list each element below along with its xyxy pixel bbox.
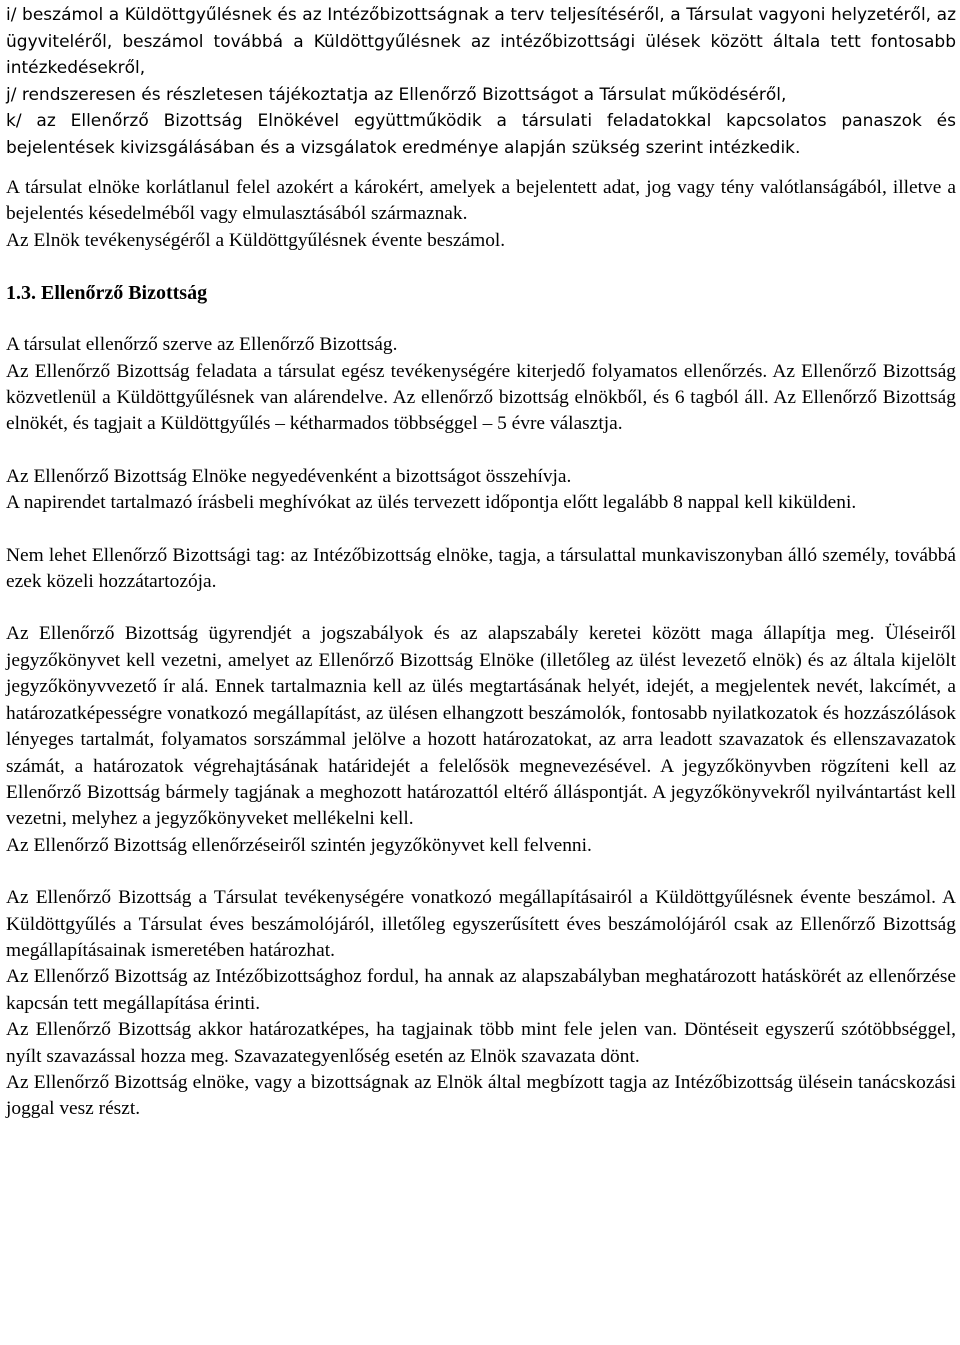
- paragraph-minutes: Az Ellenőrző Bizottság ügyrendjét a jogszabályok és az alapszabály keretei között maga állapítja meg. Üléseiről jegyzőkönyvet kell vezetni, amelyet az Ellenőrző Bizottság Elnöke (illetőleg az ülést levezető elnök) és az általa kijelölt jegyzőkönyvvezető ír alá. Ennek tartalmaznia kell az ülés megtartásának helyét, idejét, a megjelentek nevét, lakcímét, a határozatképességre vonatkozó megállapítást, az ülésen elhangzott beszámolók, fontosabb nyilatkozatok és hozzászólások lényeges tartalmát, folyamatos sorszámmal jelölve a hozott határozatokat, az arra leadott szavazatok és ellenszavazatok számát, a határozatok végrehajtásának határidejét a felelősök megnevezésével. A jegyzőkönyvben rögzíteni kell az Ellenőrző Bizottság bármely tagjának a meghozott határozattól eltérő álláspontját. A jegyzőkönyvekről nyilvántartást kell vezetni, melyhez a jegyzőkönyveket mellékelni kell.: [6, 623, 956, 830]
- spacer: [6, 306, 956, 332]
- report-line: Az Elnök tevékenységéről a Küldöttgyűlésnek évente beszámol.: [6, 229, 506, 251]
- document-page: [6, 2, 956, 1123]
- spacer: [6, 161, 956, 175]
- paragraph-duties: Az Ellenőrző Bizottság feladata a társulat egész tevékenységére kiterjedő folyamatos ellenőrzés. Az Ellenőrző Bizottság közvetlenül a Küldöttgyűlésnek van alárendelve. Az ellenőrző bizottság elnökből, és 6 tagból áll. Az Ellenőrző Bizottság elnökét, és tagjait a Küldöttgyűlés – kétharmados többséggel – 5 évre választja.: [6, 360, 956, 435]
- liability-paragraph: A társulat elnöke korlátlanul felel azokért a károkért, amelyek a bejelentett adat, jog vagy tény valótlanságából, illetve a bejelentés késedelméből vagy elmulasztásából származnak.: [6, 177, 956, 225]
- paragraph-quorum: Az Ellenőrző Bizottság akkor határozatképes, ha tagjainak több mint fele jelen van. Döntéseit egyszerű szótöbbséggel, nyílt szavazással hozza meg. Szavazategyenlőség esetén az Elnök szavazata dönt.: [6, 1019, 956, 1067]
- spacer: [6, 859, 956, 885]
- paragraph-advisory-right: Az Ellenőrző Bizottság elnöke, vagy a bizottságnak az Elnök által megbízott tagja az Intézőbizottság ülésein tanácskozási joggal vesz részt.: [6, 1071, 956, 1120]
- spacer: [6, 517, 956, 543]
- paragraph-annual-report: Az Ellenőrző Bizottság a Társulat tevékenységére vonatkozó megállapításairól a Küldöttgyűlésnek évente beszámol. A Küldöttgyűlés a Társulat éves beszámolójáról, illetőleg egyszerűsített éves beszámolójáról csak az Ellenőrző Bizottság megállapításainak ismeretében határozhat.: [6, 887, 956, 961]
- paragraph-eligibility: Nem lehet Ellenőrző Bizottsági tag: az Intézőbizottság elnöke, tagja, a társulattal munkaviszonyban álló személy, továbbá ezek közeli hozzátartozója.: [6, 544, 956, 593]
- list-item-i: i/ beszámol a Küldöttgyűlésnek és az Intézőbizottságnak a terv teljesítéséről, a Társulat vagyoni helyzetéről, az ügyviteléről, beszámol továbbá a Küldöttgyűlésnek az intézőbizottsági ülések között általa tett fontosabb intézkedésekről,: [6, 5, 956, 78]
- paragraph-invitations: A napirendet tartalmazó írásbeli meghívókat az ülés tervezett időpontja előtt legalább 8 nappal kell kiküldeni.: [6, 492, 857, 514]
- spacer: [6, 595, 956, 621]
- paragraph-referral: Az Ellenőrző Bizottság az Intézőbizottsághoz fordul, ha annak az alapszabályban meghatározott hatáskörét az ellenőrzése kapcsán tett megállapítása érinti.: [6, 966, 956, 1014]
- list-item-j: j/ rendszeresen és részletesen tájékoztatja az Ellenőrző Bizottságot a Társulat működéséről,: [6, 84, 787, 105]
- spacer: [6, 438, 956, 464]
- paragraph-control-body: A társulat ellenőrző szerve az Ellenőrző Bizottság.: [6, 334, 398, 356]
- paragraph-convening: Az Ellenőrző Bizottság Elnöke negyedévenként a bizottságot összehívja.: [6, 465, 572, 487]
- spacer: [6, 254, 956, 280]
- section-heading: 1.3. Ellenőrző Bizottság: [6, 282, 208, 305]
- paragraph-inspection-minutes: Az Ellenőrző Bizottság ellenőrzéseiről szintén jegyzőkönyvet kell felvenni.: [6, 834, 592, 856]
- list-item-k: k/ az Ellenőrző Bizottság Elnökével együttműködik a társulati feladatokkal kapcsolatos panaszok és bejelentések kivizsgálásában és a vizsgálatok eredménye alapján szükség szerint intézkedik.: [6, 111, 956, 158]
